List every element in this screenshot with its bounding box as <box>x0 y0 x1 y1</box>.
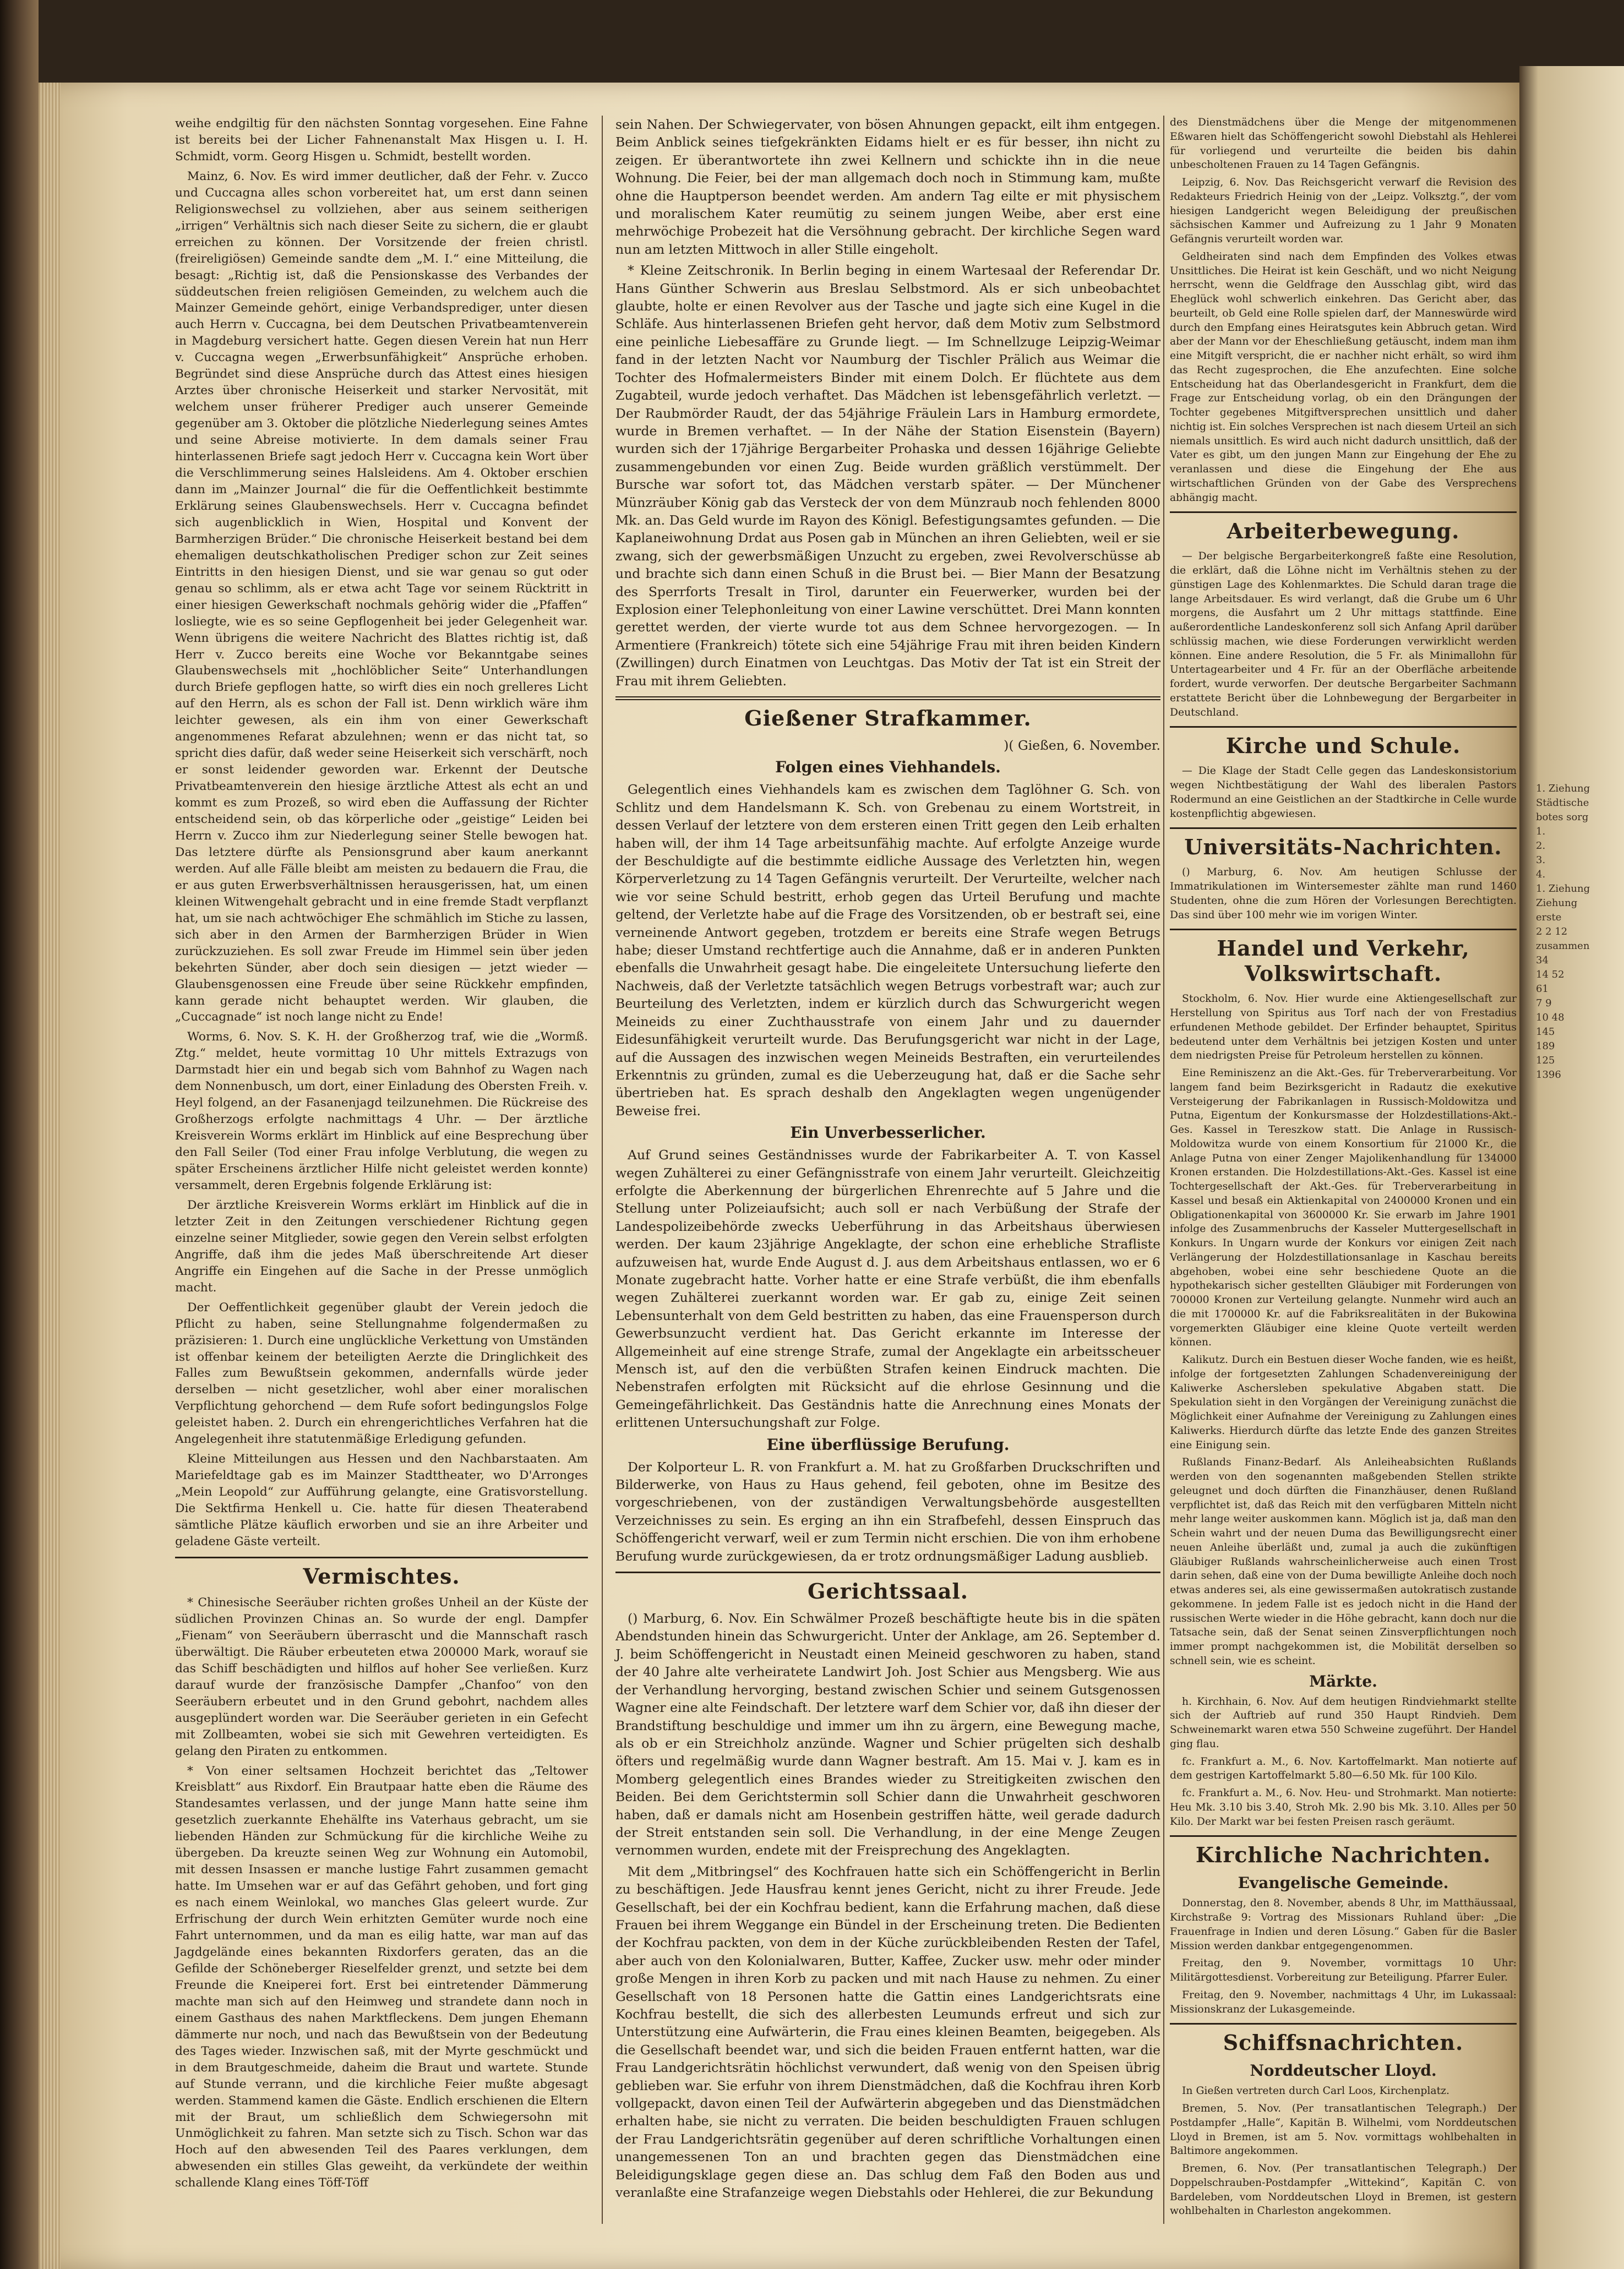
section-rule <box>1170 726 1517 728</box>
paragraph: * Von einer seltsamen Hochzeit berichtet das „Teltower Kreisblatt“ aus Rixdorf. Ein Brautpaar hatte eben die Räume des Standesamtes verlassen, und der junge Mann hatte seine ihm gesetzlich zuerkannte Ehehälfte ins Vaterhaus gebracht, um sie liebenden Händen zur Schmückung für die kirchliche Weihe zu übergeben. Da kreuzte seinen Weg zur Wohnung ein Automobil, mit dessen Insassen er manche lustige Fahrt zusammen gemacht hatte. Im Umsehen war er auf das Gefährt gehoben, und fort ging es nach einem Weinlokal, wo manches Glas geleert wurde. Zur Erfrischung der durch Wein erhitzten Gemüter wurde noch eine Fahrt unternommen, und da man es eilig hatte, war man auf das Jagdgelände eines bekannten Rixdorfers geraten, das an die Gefilde der Schöneberger Rieselfelder grenzt, und setzte bei dem Freunde die Kneiperei fort. Erst bei eintretender Dämmerung machte man sich auf den Heimweg und strandete dann noch in einem Gasthaus des nahen Marktfleckens. Dem jungen Ehemann dämmerte nur noch, und nach das Bewußtsein von der Bedeutung des Tages wieder. Inzwischen saß, mit der Myrte geschmückt und in dem Brautgeschmeide, daheim die Braut und wartete. Stunde auf Stunde verrann, und die kirchliche Feier mußte abgesagt werden. Stammend kamen die Gäste. Endlich erschienen die Eltern mit der Braut, um schließlich dem Schwiegersohn mit Unmöglichkeit zu fahren. Man setzte sich zu Tisch. Schon war das Hoch auf den abwesenden Teil des Paares verklungen, dem abwesenden ein stilles Glas geweiht, da verkündete der weithin schallende Klang eines Töff-Töff <box>175 1764 588 2190</box>
paragraph: Mit dem „Mitbringsel“ des Kochfrauen hatte sich ein Schöffengericht in Berlin zu beschäftigen. Jede Hausfrau kennt jenes Gericht, nicht zu ihrer Freude. Jede Gesellschaft, bei der ein Kochfrau bedient, kann die Erfahrung machen, daß diese Frauen bei ihrem Weggange ein Bündel in der Erscheinung treten. Die Bedienten der Kochfrau packten, von dem in der Küche zurückbleibenden Resten der Tafel, aber auch von den Kolonialwaren, Butter, Kaffee, Zucker usw. mehr oder minder große Mengen in ihren Korb zu packen und mit nach Hause zu nehmen. Zu einer Gesellschaft von 18 Personen hatte die Gattin eines Landgerichtsrats eine Kochfrau bestellt, die sich des allerbesten Leumunds erfreut und sich zur Unterstützung eine Aufwärterin, die Frau eines kleinen Beamten, beigegeben. Als die Gesellschaft beendet war, und sich die beiden Frauen entfernt hatten, war die Frau Landgerichtsrätin höchlichst verwundert, daß wenig von den Speisen übrig geblieben war. Sie erfuhr von ihrem Dienstmädchen, daß die Kochfrau ihren Korb vollgepackt, davon einen Teil der Aufwärterin abgegeben und das Dienstmädchen erhalten habe, sie nicht zu verraten. Die beiden beschuldigten Frauen schlugen der Frau Landgerichtsrätin gegenüber auf deren schriftliche Vorhaltungen einen unangemessenen Ton an und brachten gegen das Dienstmädchen eine Beleidigungsklage gegen diese an. Das schlug dem Faß den Boden aus und veranlaßte eine Strafanzeige wegen Diebstahls oder Hehlerei, die zur Bekundung <box>615 1863 1160 2201</box>
paragraph: Stockholm, 6. Nov. Hier wurde eine Aktiengesellschaft zur Herstellung von Spiritus aus Torf nach der von Frestadius erfundenen Methode gebildet. Der Erfinder behauptet, Spiritus bedeutend unter dem Verhältnis bei jetzigen Kosten und unter dem niedrigsten Preise für Petroleum herstellen zu können. <box>1170 993 1517 1062</box>
paragraph: Eine Reminiszenz an die Akt.-Ges. für Treberverarbeitung. Vor langem fand beim Bezirksgericht in Radautz die exekutive Versteigerung der Fabrikanlagen in Russisch-Moldowitza und Putna, Eigentum der Konkursmasse der Holzdestillations-Akt.-Ges. Kassel in Tereszkow statt. Die Anlage in Russisch-Moldowitza wurde von einem Konsortium für 21000 Kr., die Anlage Putna von einer Zenger Majolikenhandlung für 134000 Kronen erstanden. Die Holzdestillations-Akt.-Ges. Kassel ist eine Tochtergesellschaft der Akt.-Ges. für Treberverarbeitung in Kassel und besaß ein Aktienkapital von 2400000 Kronen und ein Obligationenkapital von 3600000 Kr. Sie erwarb im Jahre 1901 infolge des Zusammenbruchs der Kasseler Muttergesellschaft in Konkurs. In Ungarn wurde der Konkurs vor einigen Zeit nach Verlängerung der Holzdestillationsanlage in Kaschau bereits abgehoben, wobei eine sehr beschiedene Quote an die hypothekarisch sicher gestellten Gläubiger mit Forderungen von 700000 Kronen zur Verteilung gelangte. Nunmehr wird auch an die mit 1700000 Kr. auf die Fabriksrealitäten in der Bukowina vorgemerkten Gläubiger eine kleine Quote verteilt werden können. <box>1170 1067 1517 1349</box>
paragraph: Der Oeffentlichkeit gegenüber glaubt der Verein jedoch die Pflicht zu haben, seine Stellungnahme folgendermaßen zu präzisieren: 1. Durch eine unglückliche Verkettung von Umständen ist offenbar keinem der beteiligten Aerzte die Dringlichkeit des Falles zum Bewußtsein gekommen, andernfalls würde jeder derselben — nicht gesetzlicher, wohl aber einer moralischen Verpflichtung gehorchend — dem Rufe sofort bedingungslos Folge geleistet haben. 2. Durch ein ehrengerichtliches Verfahren hat die Angelegenheit ihre statutenmäßige Erledigung gefunden. <box>175 1300 588 1447</box>
section-rule <box>1170 511 1517 513</box>
paragraph: — Der belgische Bergarbeiterkongreß faßte eine Resolution, die erklärt, daß die Löhne nicht im Verhältnis stehen zu der günstigen Lage des Kohlenmarktes. Die Schuld daran trage die lange Arbeitsdauer. Es wird verlangt, daß die Grube um 6 Uhr morgens, die Ausfahrt um 2 Uhr mittags stattfinde. Eine außerordentliche Landeskonferenz soll sich Anfang April darüber schlüssig machen, wie diese Forderungen verwirklicht werden können. Eine andere Resolution, die 5 Fr. als Minimallohn für Untertagearbeiter und 4 Fr. für an der Oberfläche arbeitende fordert, wurde verworfen. Der deutsche Bergarbeiter Sachmann erstattete Bericht über die Lohnbewegung der Bergarbeiter in Deutschland. <box>1170 550 1517 718</box>
column-rule-2 <box>1163 116 1164 2224</box>
paragraph: () Marburg, 6. Nov. Ein Schwälmer Prozeß beschäftigte heute bis in die späten Abendstunden hinein das Schwurgericht. Unter der Anklage, am 26. September d. J. beim Schöffengericht in Neustadt einen Meineid geschworen zu haben, stand der 40 Jahre alte verheiratete Landwirt Joh. Jost Schier aus Mengsberg. Wie aus der Verhandlung hervorging, bestand zwischen Schier und seinem Gutsgenossen Wagner eine alte Feindschaft. Der letztere warf dem Schier vor, daß ihn dieser der Brandstiftung beschuldige und immer um ihn zu ärgern, eine Bewegung mache, als ob er ein Streichholz anzünde. Wagner und Schier prügelten sich deshalb öfters und regelmäßig wurde dann Wagner bestraft. Am 15. Mai v. J. kam es in Momberg gelegentlich eines Brandes wieder zu Streitigkeiten zwischen den Beiden. Bei dem Gerichtstermin soll Schier dann die Unwahrheit geschworen haben, daß er damals nicht am Hosenbein gestriffen hätte, weil gerade dadurch der Streit entstanden sein soll. Die Verhandlung, in der eine Menge Zeugen vernommen wurden, endete mit der Freisprechung des Angeklagten. <box>615 1611 1160 1858</box>
paragraph: () Marburg, 6. Nov. Am heutigen Schlusse der Immatrikulationen im Wintersemester zählte man rund 1460 Studenten, ohne die zum Hören der Vorlesungen Berechtigten. Das sind über 100 mehr wie im vorigen Winter. <box>1170 866 1517 921</box>
section-rule <box>615 1572 1160 1573</box>
paragraph: * Kleine Zeitschronik. In Berlin beging in einem Wartesaal der Referendar Dr. Hans Günther Schwerin aus Breslau Selbstmord. Als er sich unbeobachtet glaubte, holte er einen Revolver aus der Tasche und jagte sich eine Kugel in die Schläfe. Aus hinterlassenen Briefen geht hervor, daß dem Motiv zum Selbstmord eine peinliche Liebesaffäre zu Grunde liegt. — Im Schnellzuge Leipzig-Weimar fand in der letzten Nacht vor Naumburg der Tischler Prälich aus Weimar die Tochter des Hofmalermeisters Binder mit einem Dolch. Er flüchtete aus dem Zugabteil, wurde jedoch verhaftet. Das Mädchen ist lebensgefährlich verletzt. — Der Raubmörder Raudt, der das 54jährige Fräulein Lars in Hamburg ermordete, wurde in Bremen verhaftet. — In der Nähe der Station Eisenstein (Bayern) wurden sich der 17jährige Bergarbeiter Prohaska und dessen 16jährige Geliebte zusammengebunden vor einen Zug. Beide wurden gräßlich verstümmelt. Der Bursche war sofort tot, das Mädchen verstarb später. — Der Münchener Münzräuber König gab das Versteck der von dem Münzraub noch fehlenden 8000 Mk. an. Das Geld wurde im Rayon des Königl. Befestigungsamtes gefunden. — Die Kaplaneiwohnung Drdat aus Posen gab in München an ihren Geliebten, weil er sie zwang, sich der gewerbsmäßigen Unzucht zu ergeben, zwei Revolverschüsse ab und brachte sich dann einen Schuß in die Brust bei. — Bier Mann der Besatzung des Sperrforts Tresalt in Tirol, darunter ein Feuerwerker, wurden bei der Explosion einer Telephonleitung von einer Lawine verschüttet. Drei Mann konnten gerettet werden, der vierte wurde tot aus dem Schnee hervorgezogen. — In Armentiere (Frankreich) tötete sich eine 54jährige Frau mit ihren beiden Kindern (Zwillingen) durch Einatmen von Leuchtgas. Das Motiv der Tat ist ein Streit der Frau mit ihrem Geliebten. <box>615 263 1160 689</box>
page-edges <box>39 83 61 2269</box>
section-rule <box>1170 929 1517 930</box>
paragraph: fc. Frankfurt a. M., 6. Nov. Heu- und Strohmarkt. Man notierte: Heu Mk. 3.10 bis 3.40, Stroh Mk. 2.90 bis Mk. 3.10. Alles per 50 Kilo. Der Markt war bei festen Preisen rasch geräumt. <box>1170 1787 1517 1828</box>
paragraph: fc. Frankfurt a. M., 6. Nov. Kartoffelmarkt. Man notierte auf dem gestrigen Kartoffelmarkt 5.80—6.50 Mk. für 100 Kilo. <box>1170 1755 1517 1782</box>
section-heading-arbeiter: Arbeiterbewegung. <box>1227 519 1460 544</box>
paragraph: Auf Grund seines Geständnisses wurde der Fabrikarbeiter A. T. von Kassel wegen Zuhälterei zu einer Gefängnisstrafe von einem Jahr verurteilt. Gleichzeitig erfolgte die Aberkennung der bürgerlichen Ehrenrechte auf 5 Jahre und die Stellung unter Polizeiaufsicht; auch soll er nach Verbüßung der Strafe der Landespolizeibehörde zwecks Ueberführung in das Arbeitshaus überwiesen werden. Der kaum 23jährige Angeklagte, der schon eine erhebliche Strafliste aufzuweisen hat, wurde Ende August d. J. aus dem Arbeitshaus entlassen, wo er 6 Monate zugebracht hatte. Vorher hatte er eine Strafe verbüßt, die ihm ebenfalls wegen Zuhälterei zuerkannt worden war. Er gab zu, einige Zeit seinen Lebensunterhalt von dem Geld bestritten zu haben, das eine Frauensperson durch Gewerbsunzucht verdient hat. Das Gericht erkannte im Interesse der Allgemeinheit auf eine strenge Strafe, zumal der Angeklagte ein arbeitsscheuer Mensch ist, auf den die verbüßten Strafen keinen Eindruck machten. Die Nebenstrafen erfolgten mit Rücksicht auf die ehrlose Gesinnung und die Gemeingefährlichkeit. Das Geständnis hatte die Anrechnung eines Monats der erlittenen Untersuchungshaft zur Folge. <box>615 1147 1160 1431</box>
section-heading-gerichtssaal: Gerichtssaal. <box>807 1579 969 1604</box>
paragraph: Kleine Mitteilungen aus Hessen und den Nachbarstaaten. Am Mariefeldtage gab es im Mainzer Stadttheater, wo D'Arronges „Mein Leopold“ zur Aufführung gelangte, eine Gratisvorstellung. Die Sektfirma Henkell u. Cie. hatte für diesen Theaterabend sämtliche Plätze käuflich erworben und sie an ihre Arbeiter und geladene Gäste verteilt. <box>175 1452 588 1549</box>
paragraph: Der ärztliche Kreisverein Worms erklärt im Hinblick auf die in letzter Zeit in den Zeitungen verschiedener Richtung gegen einzelne seiner Mitglieder, sowie gegen den Verein selbst erfolgten Angriffe, daß ihm die jedes Maß überschreitende Art dieser Angriffe ein Eingehen auf die Sache in der Presse unmöglich macht. <box>175 1198 588 1295</box>
paragraph: In Gießen vertreten durch Carl Loos, Kirchenplatz. <box>1182 2085 1449 2097</box>
paragraph: Gelegentlich eines Viehhandels kam es zwischen dem Taglöhner G. Sch. von Schlitz und dem Handelsmann K. Sch. von Grebenau zu einem Wortstreit, in dessen Verlauf der letztere von dem ersteren einen Tritt gegen den Leib erhalten haben will, der ihm 14 Tage arbeitsunfähig machte. Auf erfolgte Anzeige wurde der Beschuldigte auf die bestimmte eidliche Aussage des Verletzten hin, wegen Körperverletzung zu 14 Tagen Gefängnis verurteilt. Der Verurteilte, welcher nach wie vor seine Schuld bestritt, erhob gegen das Urteil Berufung und machte geltend, der Verletzte habe auf die Frage des Vorsitzenden, ob er bestraft sei, eine verneinende Antwort gegeben, trotzdem er bereits eine Strafe wegen Betrugs habe; dieser Umstand rechtfertige auch die Annahme, daß er in anderen Punkten ebenfalls die Unwahrheit gesagt habe. Die eingeleitete Untersuchung lieferte den Nachweis, daß der Verletzte tatsächlich wegen Betrugs vorbestraft war; auch zur Beurteilung des Verletzten, indem er kürzlich durch das Schwurgericht wegen Meineids zu einer Zuchthausstrafe von einem Jahr und zu dauernder Eidesunfähigkeit verurteilt wurde. Das Berufungsgericht war nicht in der Lage, auf die Aussagen des inzwischen wegen Meineids Bestraften, ein verurteilendes Erkenntnis zu gründen, zumal es die Ueberzeugung hat, daß er die Sache sehr übertrieben hat. Es sprach deshalb den Angeklagten wegen ungenügender Beweise frei. <box>615 782 1160 1119</box>
column-2 <box>615 116 1160 2205</box>
section-rule <box>1170 827 1517 829</box>
subheading: Norddeutscher Lloyd. <box>1250 2061 1437 2080</box>
section-heading-handel: Handel und Verkehr, Volkswirtschaft. <box>1217 936 1470 986</box>
paragraph: Leipzig, 6. Nov. Das Reichsgericht verwarf die Revision des Redakteurs Friedrich Heinig von der „Leipz. Volksztg.“, der vom hiesigen Landgericht wegen Beleidigung der preußischen sächsischen Kammer und Aufreizung zu 1 Jahr 9 Monaten Gefängnis verurteilt worden war. <box>1170 177 1517 245</box>
section-heading-strafkammer: Gießener Strafkammer. <box>744 706 1032 730</box>
paragraph: Kalikutz. Durch ein Bestuen dieser Woche fanden, wie es heißt, infolge der fortgesetzten Zahlungen Schadenvereinigung der Kaliwerke Aschersleben spekulative Abgaben statt. Die Spekulation sieht in den Vorgängen der Vereinigung zunächst die Möglichkeit einer Aufnahme der Vereinigung zu Zahlungen eines Kaliwerks. Hierdurch dürfte das letzte Ende des ganzen Streites eine Einigung sein. <box>1170 1354 1517 1451</box>
section-heading-schiff: Schiffsnachrichten. <box>1223 2030 1464 2055</box>
paragraph: Bremen, 6. Nov. (Per transatlantischen Telegraph.) Der Doppelschrauben-Postdampfer „Wittekind“, Kapitän C. von Bardeleben, vom Norddeutschen Lloyd in Bremen, ist gestern wohlbehalten in Charleston angekommen. <box>1170 2163 1517 2217</box>
section-rule <box>1170 2023 1517 2025</box>
paragraph: Mainz, 6. Nov. Es wird immer deutlicher, daß der Fehr. v. Zucco und Cuccagna alles schon vorbereitet hat, um erst dann seinen Religionswechsel zu vollziehen, aber aus seinem seitherigen „irrigen“ Verhältnis sich nach dieser Seite zu sichern, die er glaubt erreichen zu können. Der Vorsitzende der freien christl. (freireligiösen) Gemeinde sandte dem „M. I.“ eine Mitteilung, die besagt: „Richtig ist, daß die Pensionskasse des Verbandes der süddeutschen freien religiösen Gemeinden, zu welchem auch die Mainzer Gemeinde gehört, einige Verbandsprediger, unter diesen auch Herrn v. Cuccagna, bei dem Deutschen Privatbeamtenverein in Magdeburg versichert hatte. Gegen diesen Verein hat nun Herr v. Cuccagna wegen „Erwerbsunfähigkeit“ Ansprüche erhoben. Begründet sind diese Ansprüche durch das Attest eines hiesigen Arztes über chronische Heiserkeit und starker Nervosität, mit welchem unser früherer Prediger auch unserer Gemeinde gegenüber am 3. Oktober die plötzliche Niederlegung seines Amtes und seine Abreise motivierte. In dem damals seiner Frau hinterlassenen Briefe sagt jedoch Herr v. Cuccagna kein Wort über die Verschlimmerung seines Halsleidens. Am 4. Oktober erschien dann im „Mainzer Journal“ die für die Oeffentlichkeit bestimmte Erklärung seines Glaubenswechsels. Herr v. Cuccagna befindet sich augenblicklich in Wien, Hospital und Konvent der Barmherzigen Brüder.“ Die chronische Heiserkeit bestand bei dem ehemaligen deutschkatholischen Prediger schon zur Zeit seines Eintritts in den hiesigen Dienst, und sie war genau so gut oder genau so schlimm, als er etwa acht Tage vor seinem Rücktritt in einer hiesigen Gewerkschaft nochmals gehörig wider die „Pfaffen“ losliegte, wie es so seine Gepflogenheit bei jeder Gelegenheit war. Wenn übrigens die weitere Nachricht des Blattes richtig ist, daß Herr v. Zucco bereits eine Woche vor Bekanntgabe seines Glaubenswechsels mit „hochlöblicher Seite“ Unterhandlungen durch Briefe gepflogen hatte, so wirft dies ein noch grelleres Licht auf den Herrn, als es schon der Fall ist. Denn wirklich wäre ihm leichter gewesen, als ein ihm von einer Gewerkschaft angenommenes Refarat abzulehnen; wenn er das nicht tat, so spricht dies dafür, daß weder seine Heiserkeit sich verschärft, noch er sonst leidender geworden war. Erkennt der Deutsche Privatbeamtenverein den hiesige ärztliche Attest als echt an und kommt es zum Prozeß, so wird eben die Auffassung der Richter entscheidend sein, ob das körperliche oder „geistige“ Leiden bei Herrn v. Zucco ihm zur Niederlegung seiner Stelle bewogen hat. Das letztere dürfte als Pensionsgrund aber kaum anerkannt werden. Auf alle Fälle bleibt am meisten zu bedauern die Frau, die er aus guten Erwerbsverhältnissen herausgerissen, hat, um einen kleinen Witwengehalt gebracht und in eine fremde Stadt verpflanzt hat, um sie nach achtwöchiger Ehe schmählich im Stiche zu lassen, sich aber in den Armen der Barmherzigen Brüder in Wien zurückzuziehen. Es soll zwar Freude im Himmel sein über jeden bekehrten Sünder, aber doch sein diesigen — jetzt wieder — Glaubensgenossen eine Freude über seine Rückkehr empfinden, kann gerade nicht behauptet werden. Wir glauben, die „Cuccagnade“ ist noch lange nicht zu Ende! <box>175 169 588 1024</box>
section-rule <box>175 1557 588 1558</box>
paragraph: Worms, 6. Nov. S. K. H. der Großherzog traf, wie die „Wormß. Ztg.“ meldet, heute vormittag 10 Uhr mittels Extrazugs von Darmstadt hier ein und begab sich vom Bahnhof zu Wagen nach dem Nonnenbusch, um dort, einer Einladung des Obersten Freih. v. Heyl folgend, an der Fasanenjagd teilzunehmen. Die Rückreise des Großherzogs erfolgte nachmittags 4 Uhr. — Der ärztliche Kreisverein Worms erklärt im Hinblick auf eine Besprechung über den Fall Seiler (Tod einer Frau infolge Verblutung, die wegen zu später Erscheinens ärztlicher Hilfe nicht geleistet werden konnte) versammelt, deren Ergebnis folgende Erklärung ist: <box>175 1030 588 1192</box>
column-3 <box>1170 116 1517 2222</box>
paragraph: weihe endgiltig für den nächsten Sonntag vorgesehen. Eine Fahne ist bereits bei der Licher Fahnenanstalt Max Hisgen u. I. H. Schmidt, vorm. Georg Hisgen u. Schmidt, bestellt worden. <box>175 117 588 163</box>
adjacent-page-text: 1. Ziehung Städtische botes sorg 1. 2. 3. 4. 1. Ziehung Ziehung erste 2 2 12 zusammen 34 14 52 61 7 9 10 48 145 189 125 1396 <box>1536 783 1590 1081</box>
section-rule <box>615 696 1160 700</box>
paragraph: Rußlands Finanz-Bedarf. Als Anleiheabsichten Rußlands werden von den sogenannten maßgebenden Stellen strikte geleugnet und doch dürften die Finanzhäuser, denen Rußland verpflichtet ist, daß das Reich mit den verfügbaren Mitteln nicht mehr lange weiter auskommen kann. Möglich ist ja, daß man den Schein wahrt und der neuen Duma das Bewilligungsrecht einer neuen Anleihe überläßt und, zumal ja auch die zukünftigen Gläubiger Rußlands wahrscheinlicherweise auch einen Trost darin sehen, daß eine von der Duma bewilligte Anleihe doch noch etwas anderes sei, als eine gewissermaßen autokratisch zustande gekommene. In jedem Falle ist es jedoch nicht in die Hand der russischen Werte wieder in die Höhe gebracht, kann doch nur die Tatsache sein, daß der Senat seinen Zinsverpflichtungen noch immer prompt nachgekommen ist, die Mobilität derselben so schnell sein, wie es scheint. <box>1170 1457 1517 1667</box>
col1-paragraphs <box>175 116 588 1550</box>
paragraph: Donnerstag, den 8. November, abends 8 Uhr, im Matthäussaal, Kirchstraße 9: Vortrag des Missionars Ruhland über: „Die Frauenfrage in Indien und deren Lösung.“ Gaben für die Basler Mission werden dankbar entgegengenommen. <box>1170 1897 1517 1952</box>
paragraph: Geldheiraten sind nach dem Empfinden des Volkes etwas Unsittliches. Die Heirat ist kein Geschäft, und wo nicht Neigung herrscht, wenn die Geldfrage den Ausschlag gibt, wird das Eheglück wohl schwerlich einkehren. Das Gericht aber, das beurteilt, ob Geld eine Rolle spielen darf, der Manneswürde wird durch den Empfang eines Heiratsgutes kein Abbruch getan. Wird aber der Mann vor der Eheschließung getäuscht, indem man ihm eine Mitgift verspricht, die er nachher nicht erhält, so wird ihm das Recht zugesprochen, die Ehe anzufechten. Eine solche Entscheidung hat das Oberlandesgericht in Frankfurt, dem die Frage zur Entscheidung vorlag, ob ein den Drängungen der Tochter gegebenes Mitgiftversprechen unsittlich und daher nichtig ist. Ein solches Versprechen ist nach diesem Urteil an sich niemals unsittlich. Es wird auch nicht dadurch unsittlich, daß der Vater es gibt, um den jungen Mann zur Eingehung der Ehe zu veranlassen und diese die Eingehung der Ehe aus wirtschaftlichen Gründen von der Gabe des Versprechens abhängig macht. <box>1170 250 1517 504</box>
section-heading-kirche: Kirche und Schule. <box>1225 733 1461 759</box>
subheading: Ein Unverbesserlicher. <box>790 1123 986 1142</box>
paragraph: Bremen, 5. Nov. (Per transatlantischen Telegraph.) Der Postdampfer „Halle“, Kapitän B. Wilhelmi, vom Norddeutschen Lloyd in Bremen, ist am 5. Nov. vormittags wohlbehalten in Baltimore angekommen. <box>1170 2103 1517 2157</box>
paragraph: h. Kirchhain, 6. Nov. Auf dem heutigen Rindviehmarkt stellte sich der Auftrieb auf rund 350 Haupt Rindvieh. Dem Schweinemarkt waren etwa 550 Schweine zugeführt. Der Handel ging flau. <box>1170 1695 1517 1750</box>
dateline: )( Gießen, 6. November. <box>1004 738 1160 753</box>
paragraph: Der Kolporteur L. R. von Frankfurt a. M. hat zu Großfarben Druckschriften und Bilderwerke, von Haus zu Haus gehend, feil geboten, ohne im Besitze des vorgeschriebenen, von der zuständigen Verwaltungsbehörde ausgestellten Verzeichnisses zu sein. Es erging an ihn ein Strafbefehl, dessen Einspruch das Schöffengericht verwarf, weil er zum Termin nicht erschien. Die von ihm erhobene Berufung wurde zurückgewiesen, da er trotz ordnungsmäßiger Ladung ausblieb. <box>615 1459 1160 1564</box>
book-spine <box>0 0 39 2269</box>
column-rule-1 <box>602 116 603 2224</box>
paragraph: Freitag, den 9. November, vormittags 10 Uhr: Militärgottesdienst. Vorbereitung zur Beteiligung. Pfarrer Euler. <box>1170 1957 1517 1983</box>
subheading: Folgen eines Viehhandels. <box>775 758 1001 777</box>
subheading: Eine überflüssige Berufung. <box>766 1435 1010 1454</box>
subheading: Evangelische Gemeinde. <box>1238 1874 1449 1892</box>
section-heading-vermischtes: Vermischtes. <box>303 1563 460 1589</box>
adjacent-page-strip <box>1519 66 1624 2269</box>
subheading: Märkte. <box>1309 1672 1377 1690</box>
paragraph: sein Nahen. Der Schwiegervater, von bösen Ahnungen gepackt, eilt ihm entgegen. Beim Anblick seines tiefgekränkten Eidams hielt er es für besser, ihn nicht zu zeigen. Er überantwortete ihn zwei Kellnern und schickte ihn in die neue Wohnung. Die Feier, bei der man allgemach doch noch in Stimmung kam, mußte ohne die Hauptperson beendet werden. Am andern Tag eilte er mit physischem und moralischem Kater reumütig zu seinem jungen Weibe, aber erst eine mehrwöchige Probezeit hat die Versöhnung gebracht. Der kirchliche Segen ward nun am letzten Mittwoch in aller Stille eingeholt. <box>615 117 1160 257</box>
paragraph: Freitag, den 9. November, nachmittags 4 Uhr, im Lukassaal: Missionskranz der Lukasgemeinde. <box>1170 1989 1517 2015</box>
paragraph: * Chinesische Seeräuber richten großes Unheil an der Küste der südlichen Provinzen Chinas an. So wurde der engl. Dampfer „Fienam“ von Seeräubern überrascht und die Mannschaft rasch überwältigt. Die Räuber erbeuteten etwa 200000 Mark, worauf sie das Schiff beschädigten und hilflos auf hoher See verließen. Kurz darauf wurde der französische Dampfer „Chanfoo“ von den Seeräubern erbeutet und in den Grund gebohrt, nachdem alles ausgeplündert worden war. Die Seeräuber gerieten in ein Gefecht mit Zollbeamten, wobei sie sich mit Gewehren verteidigten. Es gelang den Piraten zu entkommen. <box>175 1595 588 1758</box>
paragraph: — Die Klage der Stadt Celle gegen das Landeskonsistorium wegen Nichtbestätigung der Wahl des liberalen Pastors Rodermund an eine Geistlichen an der Stadtkirche in Celle wurde kostenpflichtig abgewiesen. <box>1170 765 1517 820</box>
section-heading-universitaet: Universitäts-Nachrichten. <box>1184 834 1502 860</box>
section-heading-kirchlich: Kirchliche Nachrichten. <box>1195 1842 1491 1868</box>
section-rule <box>1170 1835 1517 1837</box>
paragraph: des Dienstmädchens über die Menge der mitgenommenen Eßwaren hielt das Schöffengericht sowohl Diebstahl als Hehlerei für vorliegend und verurteilte die beiden bis dahin unbescholtenen Frauen zu 14 Tagen Gefängnis. <box>1170 117 1517 171</box>
column-1 <box>175 116 588 2195</box>
